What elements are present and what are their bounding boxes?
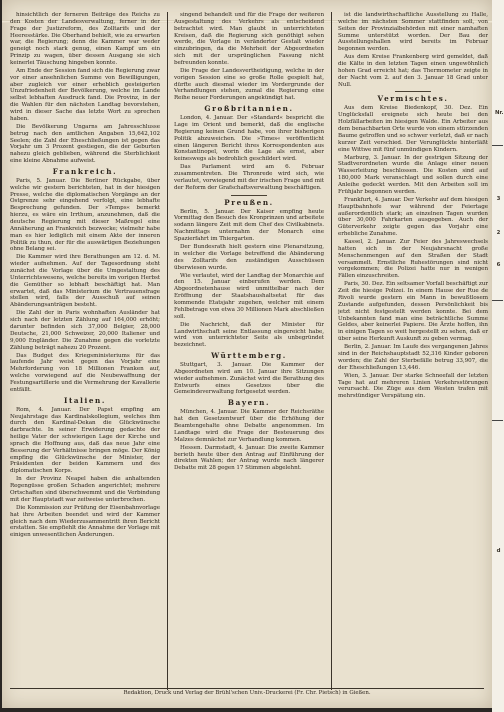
article-paragraph: Wien, 3. Januar. Der starke Schneefall der letzten Tage hat auf mehreren Linien Verkehrsstörungen verursacht. Die Züge aus dem Westen trafen mit mehrstündiger Verspätung ein. [338,372,488,400]
newspaper-page [2,0,492,708]
article-paragraph: London, 4. Januar. Der »Standard« bespricht die Lage im Orient und bemerkt, daß die englische Regierung keinen Grund habe, von ihrer bisherigen Politik abzuweichen. Die »Times« veröffentlicht einen längeren Bericht ihres Korrespondenten aus Konstantinopel, worin die Lage als ernst, aber keineswegs als bedrohlich geschildert wird. [174,115,324,163]
article-paragraph: Aus dem Kreise Biedenkopf, 30. Dez. Ein Unglücksfall ereignete sich heute bei den Holzfällarbeiten im hiesigen Walde. Ein Arbeiter aus dem benachbarten Orte wurde von einem stürzenden Baume getroffen und so schwer verletzt, daß er nach kurzer Zeit verschied. Der Verunglückte hinterläßt eine Wittwe mit fünf unmündigen Kindern. [338,105,488,153]
article-paragraph: Marburg, 3. Januar. In der gestrigen Sitzung der Stadtverordneten wurde die Anlage einer neuen Wasserleitung beschlossen. Die Kosten sind auf 180,000 Mark veranschlagt und sollen durch eine Anleihe gedeckt werden. Mit den Arbeiten soll im Frühjahr begonnen werden. [338,154,488,195]
article-paragraph: Wie verlautet, wird der Landtag der Monarchie auf den 15. Januar einberufen werden. Dem Abgeordnetenhause wird unmittelbar nach der Eröffnung der Staatshaushaltsetat für das kommende Etatsjahr zugehen, welcher mit einem Fehlbetrage von etwa 30 Millionen Mark abschließen soll. [174,272,324,320]
article-paragraph: hinsichtlich der ferneren Beiträge des Reichs zu den Kosten der Landesverwaltung, ferner in der Frage der Justizreform, des Zolltarifs und der Heeresstärke. Die Oberhand behielt, wie zu erwarten war, die Regierung; denn die Kammer war weder geneigt noch stark genug, einen Kampf um ein Prinzip zu wagen, über dessen Ausgang sie sich keinerlei Täuschung hingeben konnte. [10,12,160,66]
section-heading: Preußen. [224,197,274,207]
article-paragraph: Frankfurt, 4. Januar. Der Verkehr auf dem hiesigen Hauptbahnhofe war während der Feiertage außerordentlich stark; an einzelnen Tagen wurden über 30,000 Fahrkarten ausgegeben. Auch der Güterverkehr zeigte gegen das Vorjahr eine erhebliche Zunahme. [338,196,488,238]
article-paragraph: Die Nachricht, daß der Minister für Landwirthschaft seine Entlassung eingereicht habe, wird von unterrichteter Seite als unbegründet bezeichnet. [174,321,324,349]
article-paragraph: München, 4. Januar. Die Kammer der Reichsräthe hat den Gesetzentwurf über die Erhöhung der Beamtengehalte ohne Debatte angenommen. Im Landtage wird die Frage der Besteuerung des Malzes demnächst zur Verhandlung kommen. [174,409,324,443]
article-paragraph: Die Zahl der in Paris wohnhaften Ausländer hat sich nach der letzten Zählung auf 164,000 erhöht; darunter befinden sich 37,000 Belgier, 28,000 Deutsche, 21,000 Schweizer, 20,000 Italiener und 9,000 Engländer. Die Zunahme gegen die vorletzte Zählung beträgt nahezu 20 Prozent. [10,310,160,351]
article-paragraph: Die Kommission zur Prüfung der Eisenbahnvorlage hat ihre Arbeiten beendet und wird der Kammer gleich nach dem Wiederzusammentritt ihren Bericht erstatten. Sie empfiehlt die Annahme der Vorlage mit einigen unwesentlichen Änderungen. [10,504,160,539]
text-column-right [338,12,488,684]
edge-mark: 3 [496,196,501,202]
edge-mark: 2 [496,230,501,236]
edge-rule [492,300,503,301]
text-column-left [10,12,160,684]
article-paragraph: In der Provinz Neapel haben die anhaltenden Regengüsse großen Schaden angerichtet; mehrere Ortschaften sind überschwemmt und die Verbindung mit der Hauptstadt war zeitweise unterbrochen. [10,476,160,503]
article-paragraph: Am Ende der Session fand sich die Regierung zwar vor einer ansehnlichen Summe von Bewilligungen, aber zugleich vor einer erheblich gesteigerten Unzufriedenheit der Bevölkerung, welche im Lande selbst lebhaften Ausdruck fand. Die Provinz, in der die Wahlen für den nächsten Landtag bevorstehen, wird in dieser Sache das letzte Wort zu sprechen haben. [10,67,160,122]
article-paragraph: Rom, 4. Januar. Der Papst empfing am Neujahrstage das Kardinalskollegium, welches ihm durch den Kardinal-Dekan die Glückwünsche darbrachte. In seiner Erwiderung gedachte der heilige Vater der schwierigen Lage der Kirche und sprach die Hoffnung aus, daß das neue Jahr eine Besserung der Verhältnisse bringen möge. Der König empfing die Glückwünsche der Minister, der Präsidenten der beiden Kammern und des diplomatischen Korps. [10,406,160,475]
article-paragraph: ist die landwirthschaftliche Ausstellung zu Halle, welche im nächsten Sommer stattfinden soll, von Seiten der Provinzialbehörden mit einer namhaften Summe unterstützt worden. Der Bau der Ausstellungshallen wird bereits im Februar begonnen werden. [338,12,488,53]
column-divider [167,12,168,690]
article-paragraph: singend behandelt und für die Frage der weiteren Ausgestaltung des Verkehrs als entscheidend betrachtet wird. Man glaubt in unterrichteten Kreisen, daß die Regierung sich genöthigt sehen werde, die Vorlage in veränderter Gestalt wieder einzubringen, da die Mehrheit der Abgeordneten sich mit der ursprünglichen Fassung nicht befreunden konnte. [174,12,324,66]
article-paragraph: Stuttgart, 3. Januar. Die Kammer der Abgeordneten wird am 10. Januar ihre Sitzungen wieder aufnehmen. Zunächst wird die Berathung des Entwurfs eines Gesetzes über die Gemeindeverwaltung fortgesetzt werden. [174,362,324,396]
section-heading: Italien. [64,395,106,405]
article-paragraph: Das Budget des Kriegsministeriums für das laufende Jahr weist gegen das Vorjahr eine Mehrforderung von 18 Millionen Franken auf, welche vorwiegend auf die Neubewaffnung der Festungsartillerie und die Vermehrung der Kavallerie entfällt. [10,352,160,393]
adjacent-page-edge [492,0,504,712]
edge-mark: d [496,548,501,554]
article-paragraph: Der Bundesrath hielt gestern eine Plenarsitzung, in welcher die Vorlage betreffend die Abänderung des Zolltarifs den zuständigen Ausschüssen überwiesen wurde. [174,244,324,271]
article-paragraph: Kassel, 2. Januar. Zur Feier des Jahreswechsels hatten sich in der Neujahrsnacht große Menschenmengen auf den Straßen der Stadt versammelt. Ernstliche Ruhestörungen sind nicht vorgekommen; die Polizei hatte nur in wenigen Fällen einzuschreiten. [338,239,488,280]
article-paragraph: Die Bevölkerung Ungarns am Jahresschlusse betrug nach den amtlichen Angaben 15,642,102 Seelen; die Zahl der Eheschließungen ist gegen das Vorjahr um 3 Prozent gestiegen, die der Geburten nahezu gleich geblieben, während die Sterblichkeit eine kleine Abnahme aufweist. [10,123,160,165]
article-paragraph: Paris, 5. Januar. Die Berliner Rückgabe, über welche wir gestern berichteten, hat in der hiesigen Presse, welche die diplomatischen Vorgänge an der Ostgrenze sehr eingehend verfolgt, eine lebhafte Besprechung gefunden. Der »Temps« bemerkt hierzu, es wäre ein Irrthum, anzunehmen, daß die deutsche Regierung mit dieser Maßregel eine Annäherung an Frankreich bezwecke; vielmehr habe man es hier lediglich mit einem Akte der inneren Politik zu thun, der für die auswärtigen Beziehungen ohne Belang sei. [10,177,160,253]
section-heading: Großbritannien. [204,104,294,114]
section-separator [395,91,431,92]
edge-mark: 6 [496,262,501,268]
edge-mark: Nr. [495,110,504,116]
text-column-middle [174,12,324,684]
article-paragraph: Die Kammer wird ihre Berathungen am 12. d. M. wieder aufnehmen. Auf der Tagesordnung steht zunächst die Vorlage über die Umgestaltung des Unterrichtswesens, welche bereits im vorigen Herbst die Gemüther so lebhaft beschäftigt hat. Man erwartet, daß das Ministerium die Vertrauensfrage stellen wird, falls der Ausschuß auf seinen Abänderungsanträgen besteht. [10,254,160,309]
article-paragraph: Berlin, 5. Januar. Der Kaiser empfing heute Vormittag den Besuch des Kronprinzen und arbeitete sodann längere Zeit mit dem Chef des Civilkabinets. Nachmittags unternahm der Monarch eine Spazierfahrt im Thiergarten. [174,208,324,242]
article-paragraph: Das Parlament wird am 6. Februar zusammentreten. Die Thronrede wird sich, wie verlautet, vorwiegend mit der irischen Frage und mit der Reform der Grafschaftsverwaltung beschäftigen. [174,164,324,191]
section-separator [231,195,267,196]
column-divider [331,12,332,690]
article-paragraph: Berlin, 2. Januar. Im Laufe des vergangenen Jahres sind in der Reichshauptstadt 52,316 Kinder geboren worden; die Zahl der Sterbefälle betrug 33,907, die der Eheschließungen 13,446. [338,344,488,371]
article-paragraph: Aus dem Kreise Frankenberg wird gemeldet, daß die Kälte in den letzten Tagen einen ungewöhnlich hohen Grad erreicht hat; das Thermometer zeigte in der Nacht vom 2. auf den 3. Januar 18 Grad unter Null. [338,54,488,88]
section-heading: Frankreich. [52,166,118,176]
section-heading: Württemberg. [211,351,287,361]
imprint-text: Redaktion, Druck und Verlag der Brühl'schen Univ.-Druckerei (Fr. Chr. Pietsch) in Gießen. [123,690,371,696]
edge-rule [492,145,503,146]
article-paragraph: Paris, 30. Dez. Ein seltsamer Vorfall beschäftigt zur Zeit die hiesige Polizei. In einem Hause der Rue de Rivoli wurde gestern ein Mann in bewußtlosem Zustande aufgefunden, dessen Persönlichkeit bis jetzt nicht festgestellt werden konnte. Bei dem Unbekannten fand man eine beträchtliche Summe Geldes, aber keinerlei Papiere. Die Ärzte hoffen, ihn in einigen Tagen so weit hergestellt zu sehen, daß er über seine Herkunft Auskunft zu geben vermag. [338,281,488,343]
article-paragraph: Die Frage der Landesvertheidigung, welche in der vorigen Session eine so große Rolle gespielt hat, dürfte auch diesmal wieder im Vordergrunde der Verhandlungen stehen, zumal die Regierung eine Reihe neuer Forderungen angekündigt hat. [174,67,324,102]
article-paragraph: Hessen. Darmstadt, 4. Januar. Die zweite Kammer berieth heute über den Antrag auf Einführung der direkten Wahlen; der Antrag wurde nach längerer Debatte mit 28 gegen 17 Stimmen abgelehnt. [174,444,324,472]
edge-rule [492,420,503,421]
section-heading: Vermischtes. [377,94,449,104]
imprint-footer [10,688,484,699]
section-heading: Bayern. [227,398,271,408]
